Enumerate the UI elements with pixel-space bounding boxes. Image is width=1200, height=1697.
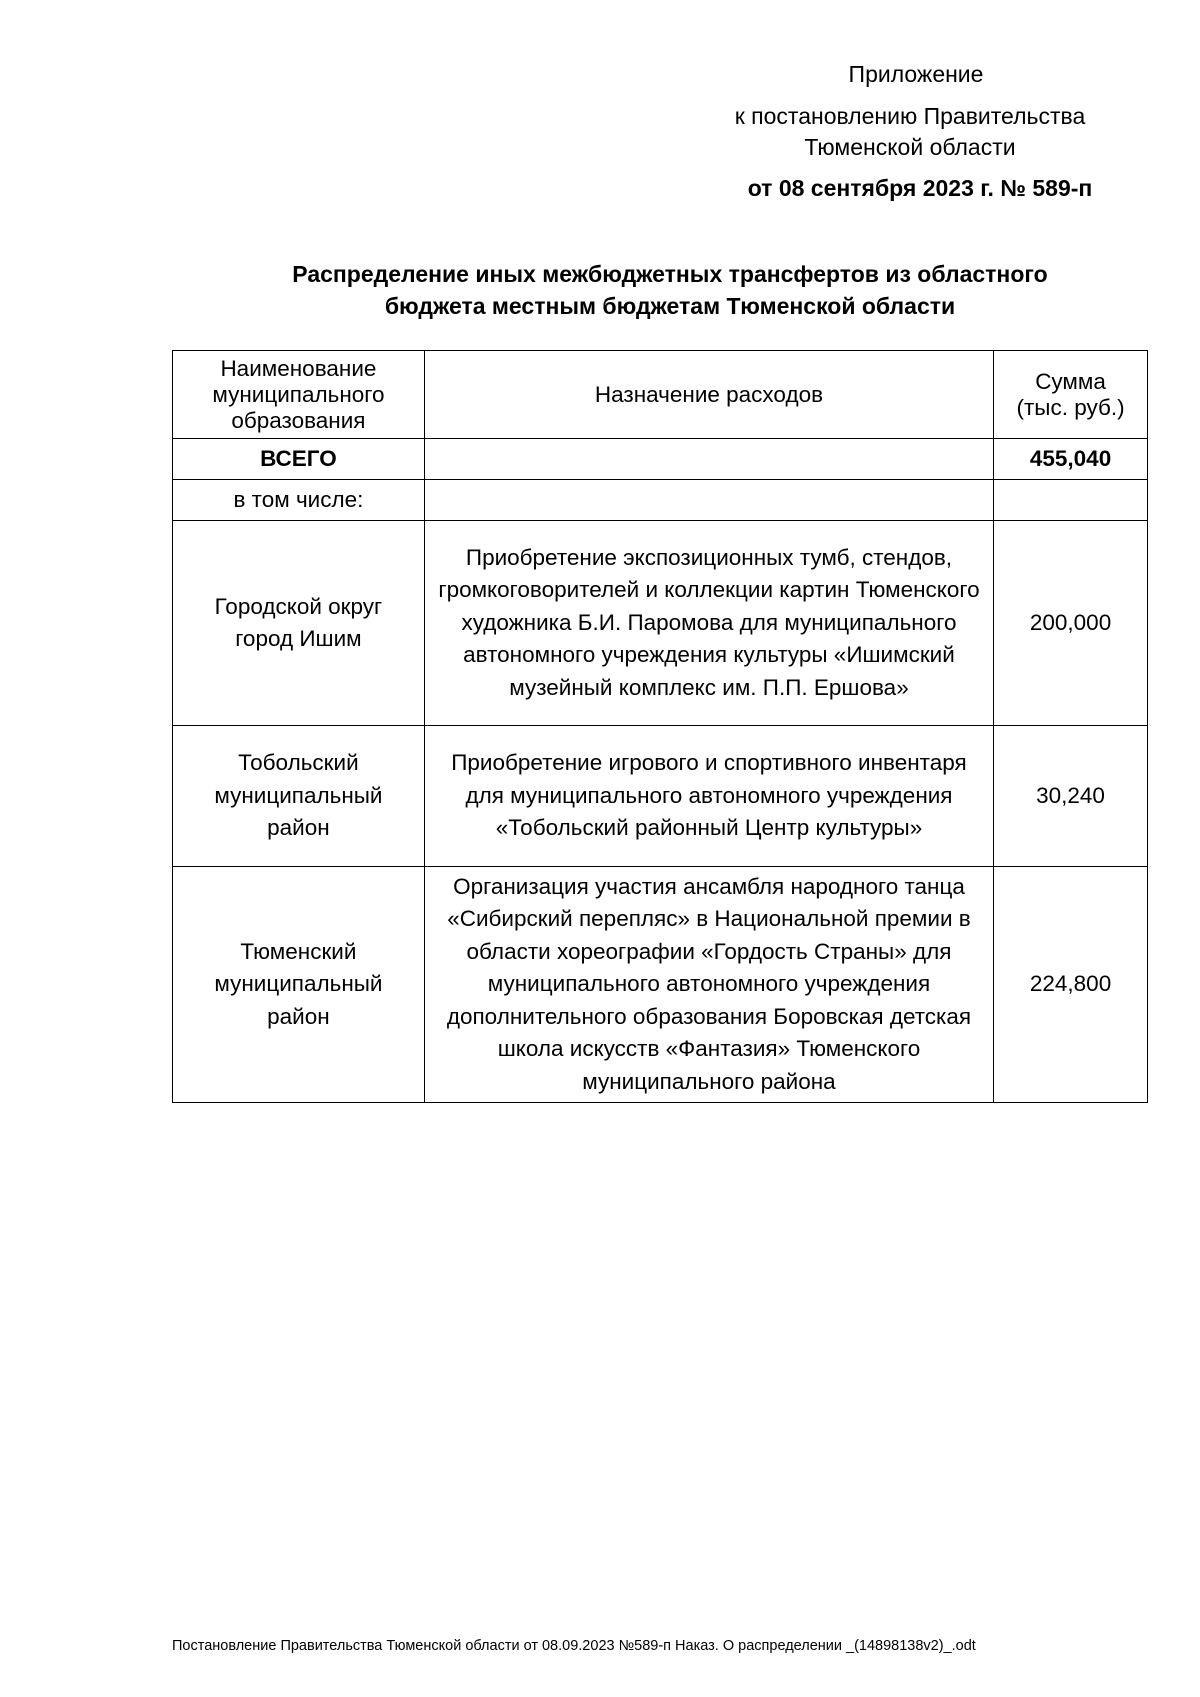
document-title-line-2: бюджета местным бюджетам Тюменской области xyxy=(384,293,956,319)
page-footer: Постановление Правительства Тюменской области от 08.09.2023 №589-п Наказ. О распределении _(14898138v2)_.odt xyxy=(172,1638,976,1654)
total-purpose xyxy=(424,439,993,480)
appendix-region-line: Тюменской области xyxy=(804,134,1016,160)
table-total-row xyxy=(173,439,1148,480)
row-municipality: Городской округ город Ишим xyxy=(173,521,425,726)
including-purpose xyxy=(424,480,993,521)
row-municipality: Тюменский муниципальный район xyxy=(173,867,425,1103)
table-including-row xyxy=(173,480,1148,521)
header-amount: Сумма (тыс. руб.) xyxy=(994,351,1148,439)
including-label: в том числе: xyxy=(173,480,425,521)
document-title xyxy=(170,258,1170,322)
header-purpose: Назначение расходов xyxy=(424,351,993,439)
total-amount: 455,040 xyxy=(994,439,1148,480)
row-amount: 224,800 xyxy=(994,867,1148,1103)
table-row xyxy=(173,521,1148,726)
appendix-resolution-line: к постановлению Правительства xyxy=(734,103,1086,129)
including-amount xyxy=(994,480,1148,521)
appendix-date-number: от 08 сентября 2023 г. № 589-п xyxy=(747,175,1093,201)
row-purpose: Организация участия ансамбля народного танца «Сибирский перепляс» в Национальной премии в области хореографии «Гордость Страны» для муниципального автономного учреждения дополнительного образования Боровская детская школа искусств «Фантазия» Тюменского муниципального района xyxy=(424,867,993,1103)
row-municipality: Тобольский муниципальный район xyxy=(173,726,425,867)
transfers-table xyxy=(172,350,1148,1103)
row-purpose: Приобретение игрового и спортивного инвентаря для муниципального автономного учреждения «Тобольский районный Центр культуры» xyxy=(424,726,993,867)
row-amount: 200,000 xyxy=(994,521,1148,726)
header-municipality: Наименование муниципального образования xyxy=(173,351,425,439)
row-amount: 30,240 xyxy=(994,726,1148,867)
table-header-row xyxy=(173,351,1148,439)
row-purpose: Приобретение экспозиционных тумб, стендов, громкоговорителей и коллекции картин Тюменского художника Б.И. Паромова для муниципального автономного учреждения культуры «Ишимский музейный комплекс им. П.П. Ершова» xyxy=(424,521,993,726)
table-row xyxy=(173,867,1148,1103)
total-label: ВСЕГО xyxy=(173,439,425,480)
document-title-line-1: Распределение иных межбюджетных трансфертов из областного xyxy=(292,261,1048,287)
table-row xyxy=(173,726,1148,867)
appendix-title: Приложение xyxy=(848,61,984,87)
